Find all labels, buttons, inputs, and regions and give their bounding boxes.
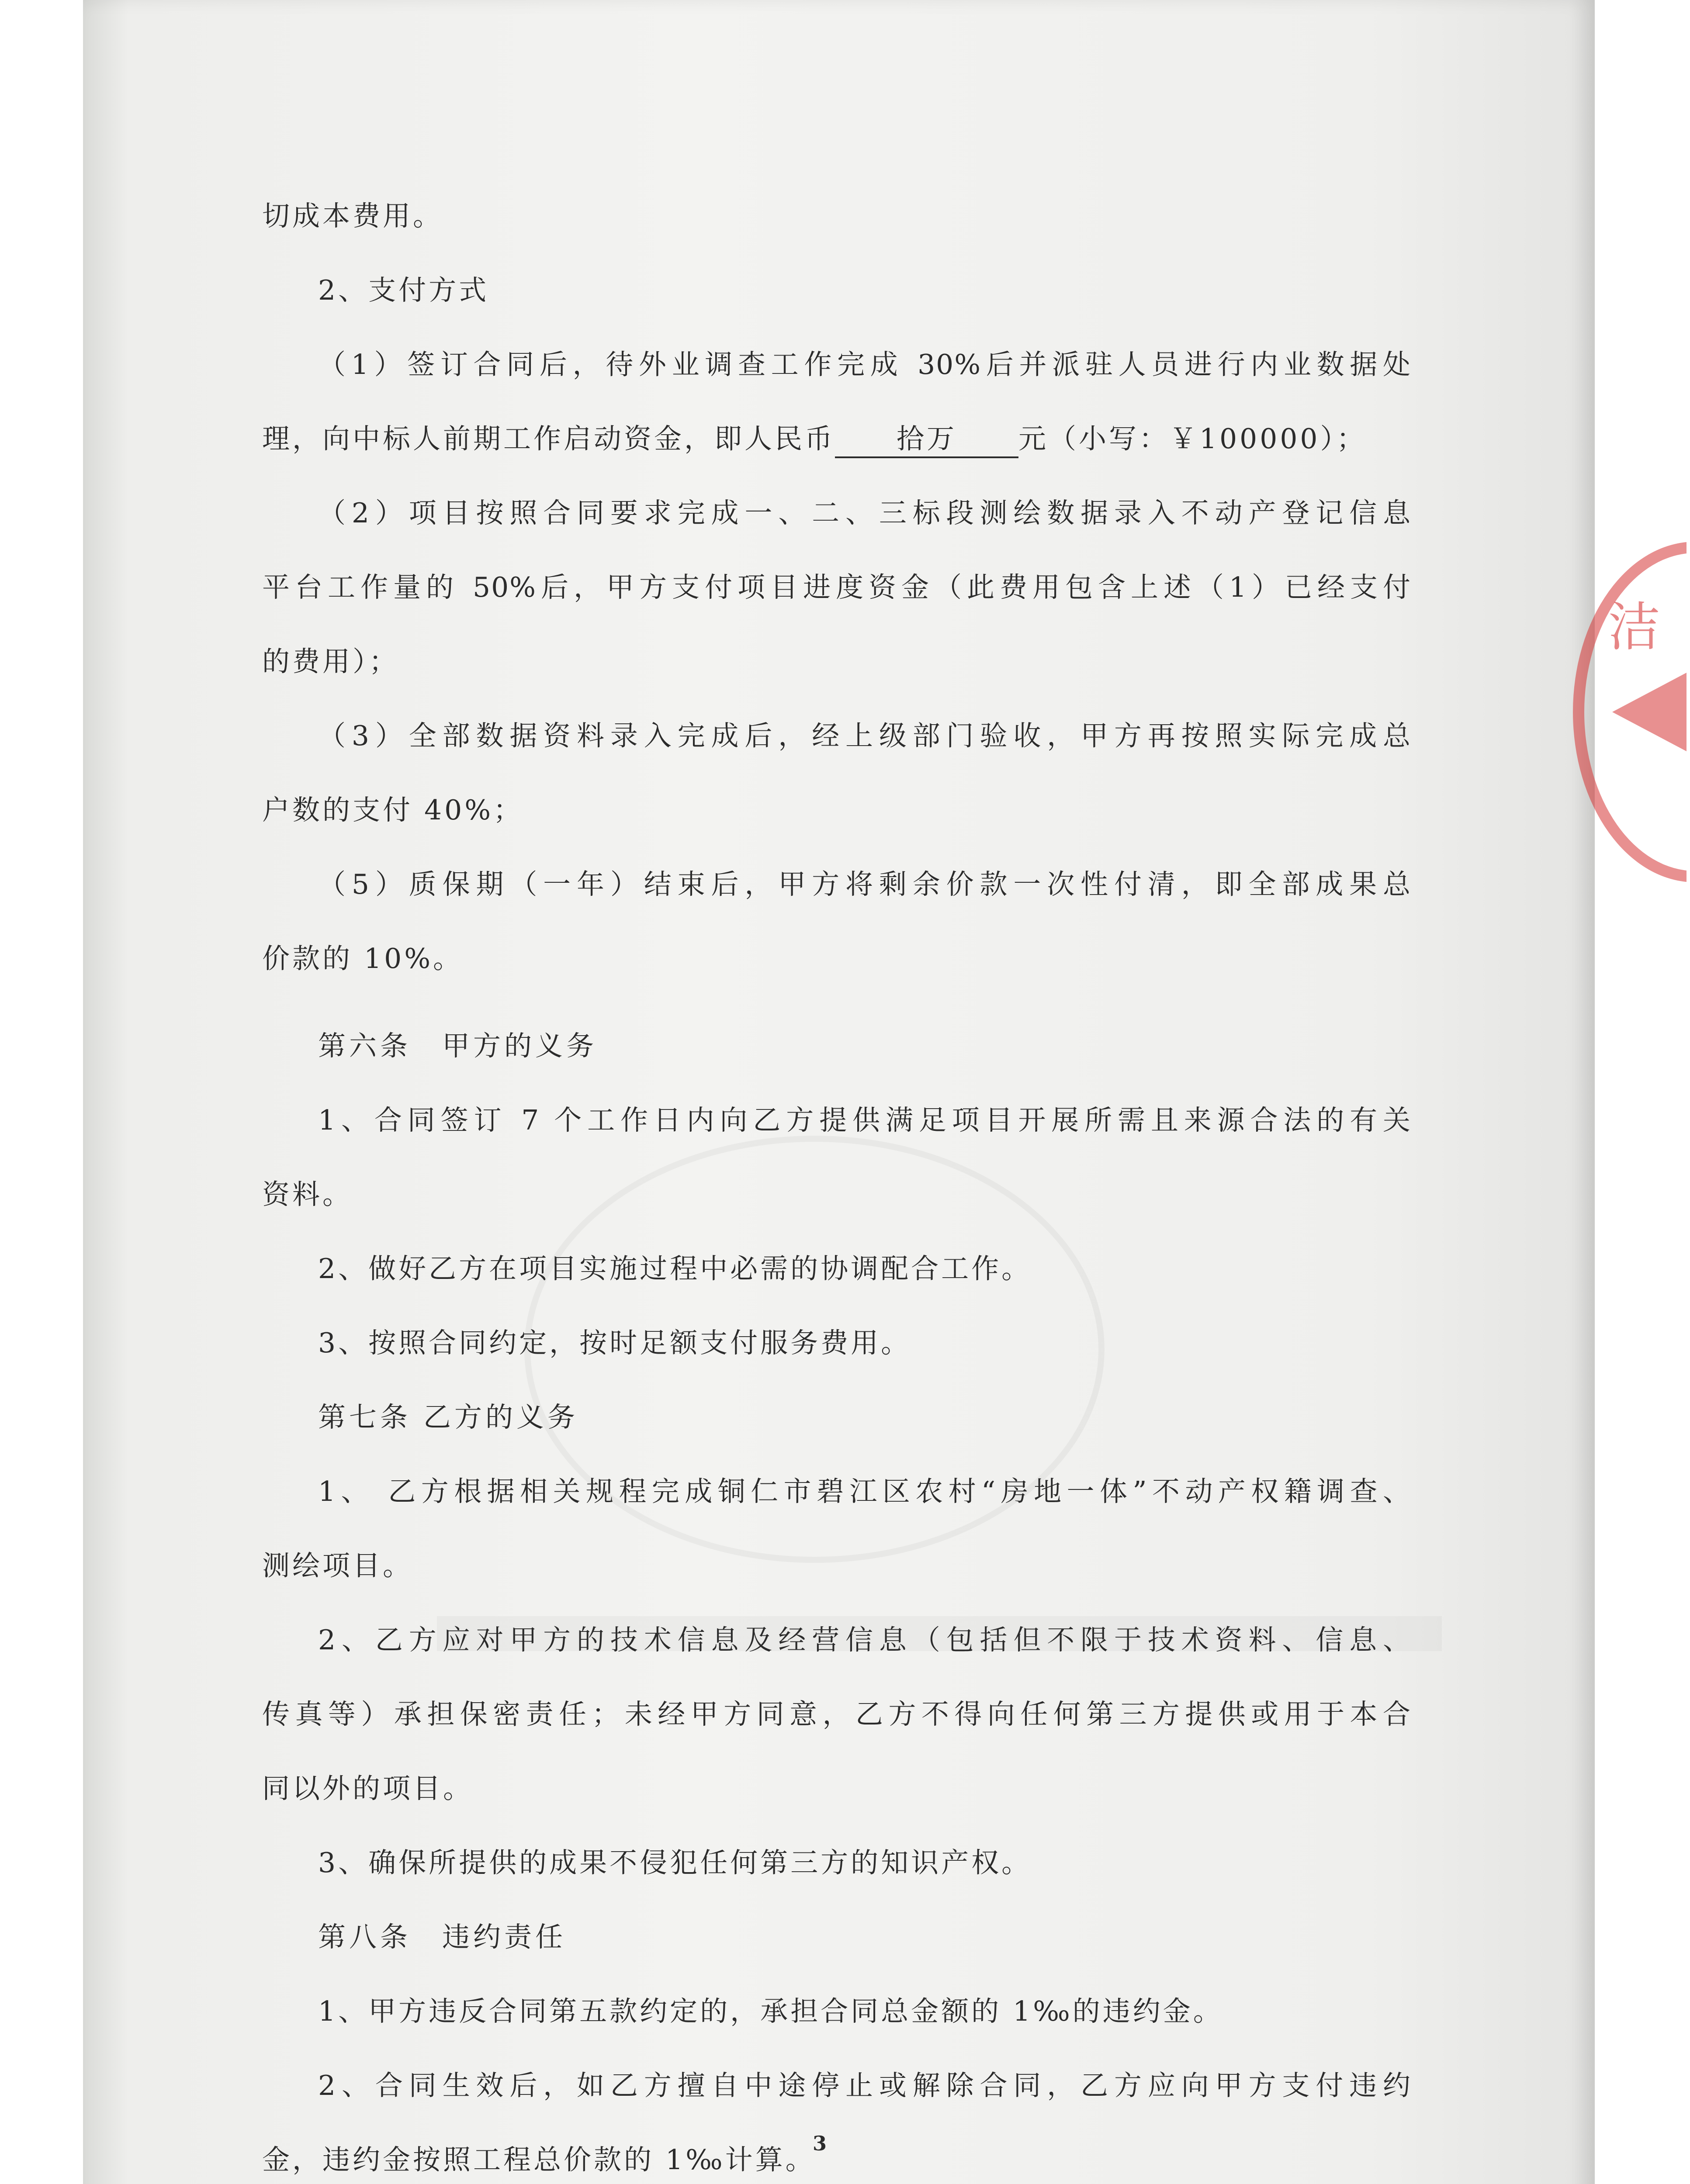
page-edge-shadow (1569, 0, 1595, 2184)
text-line: 1、 乙方根据相关规程完成铜仁市碧江区农村“房地一体”不动产权籍调查、 (318, 1476, 1411, 1507)
text-line: 2、合同生效后，如乙方擅自中途停止或解除合同，乙方应向甲方支付违约 (318, 2070, 1411, 2101)
payment-suffix: 元（小写：￥100000）； (1018, 423, 1367, 455)
text-line: （2）项目按照合同要求完成一、二、三标段测绘数据录入不动产登记信息 (318, 497, 1411, 529)
text-line: 金，违约金按照工程总价款的 1‰计算。 (262, 2144, 816, 2176)
text-line: 平台工作量的 50%后，甲方支付项目进度资金（此费用包含上述（1）已经支付 (262, 571, 1411, 603)
text-line: 3、按照合同约定，按时足额支付服务费用。 (318, 1327, 911, 1359)
text-line: （3）全部数据资料录入完成后，经上级部门验收，甲方再按照实际完成总 (318, 720, 1411, 752)
text-line: （1）签订合同后，待外业调查工作完成 30%后并派驻人员进行内业数据处 (318, 349, 1411, 380)
text-line: 1、甲方违反合同第五款约定的，承担合同总金额的 1‰的违约金。 (318, 1995, 1223, 2027)
text-line: 3、确保所提供的成果不侵犯任何第三方的知识产权。 (318, 1847, 1032, 1879)
text-line: 资料。 (262, 1178, 353, 1210)
payment-amount-line (262, 402, 1411, 476)
seal-star-icon (1612, 673, 1687, 751)
contract-body (262, 179, 1411, 2184)
text-line: 的费用）； (262, 646, 399, 677)
text-line: 测绘项目。 (262, 1550, 413, 1582)
text-line: 2、支付方式 (318, 274, 489, 306)
text-line: 价款的 10%。 (262, 943, 464, 975)
section-heading: 第七条 乙方的义务 (318, 1401, 579, 1433)
seal-glyph: 洁 (1608, 597, 1660, 658)
red-seal-stamp (1573, 515, 1687, 909)
payment-prefix: 理，向中标人前期工作启动资金，即人民币 (262, 423, 835, 455)
page-number: 3 (813, 2132, 827, 2155)
text-line: （5）质保期（一年）结束后，甲方将剩余价款一次性付清，即全部成果总 (318, 868, 1411, 900)
text-line: 1、合同签订 7 个工作日内向乙方提供满足项目开展所需且来源合法的有关 (318, 1104, 1411, 1136)
section-heading: 第六条 甲方的义务 (318, 1030, 597, 1062)
payment-amount-words: 拾万 (835, 422, 1018, 458)
text-line: 户数的支付 40%； (262, 794, 524, 826)
text-line: 切成本费用。 (262, 200, 443, 232)
text-line: 同以外的项目。 (262, 1773, 473, 1804)
text-line: 2、做好乙方在项目实施过程中必需的协调配合工作。 (318, 1253, 1032, 1285)
text-line: 2、乙方应对甲方的技术信息及经营信息（包括但不限于技术资料、信息、 (318, 1624, 1411, 1656)
section-heading: 第八条 违约责任 (318, 1921, 566, 1953)
text-line: 传真等）承担保密责任；未经甲方同意，乙方不得向任何第三方提供或用于本合 (262, 1698, 1411, 1730)
